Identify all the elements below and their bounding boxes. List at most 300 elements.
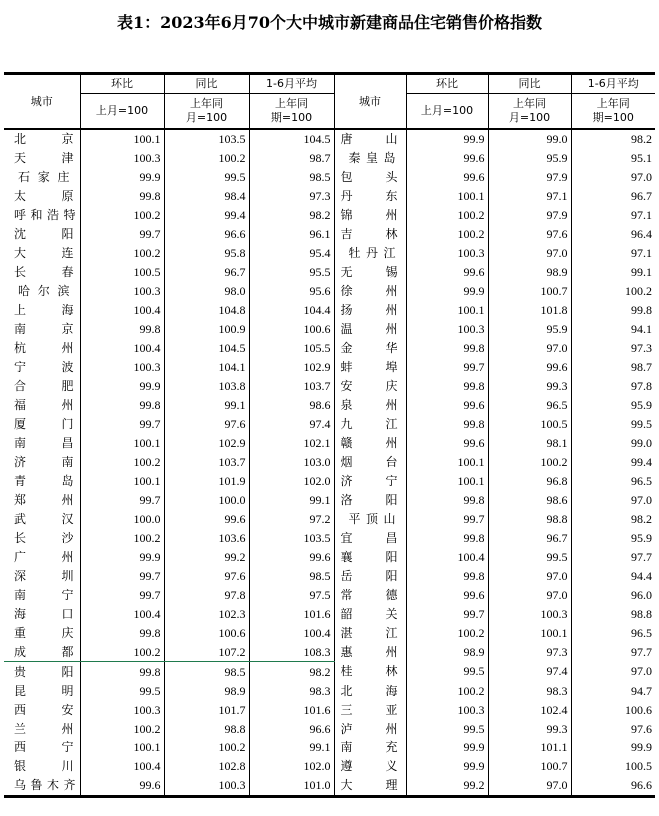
avg-value-right: 100.5 [571,757,655,776]
city-name-left: 兰州 [14,721,74,736]
mom-value-left: 99.9 [80,168,164,187]
yoy-value-right: 100.7 [488,282,571,301]
city-name-right: 三亚 [334,700,406,719]
yoy-header-left: 同比 [164,74,249,94]
mom-value-right: 99.6 [406,396,488,415]
avg-header-left: 1-6月平均 [249,74,334,94]
mom-value-left: 100.1 [80,129,164,149]
yoy-value-left: 100.6 [164,623,249,642]
city-name-left: 福州 [14,398,74,413]
avg-value-left: 98.5 [249,168,334,187]
city-name-left: 南昌 [14,435,74,450]
city-name-right: 吉林 [334,225,406,244]
avg-value-left: 100.6 [249,320,334,339]
mom-value-right: 99.6 [406,585,488,604]
table-row [4,681,655,700]
city-name-right: 丹东 [334,187,406,206]
avg-value-left: 96.1 [249,225,334,244]
table-row [4,129,655,149]
city-name-left: 南京 [14,322,74,337]
city-name-right: 赣州 [334,434,406,453]
yoy-header-right: 同比 [488,74,571,94]
mom-value-right: 99.5 [406,719,488,738]
avg-value-right: 97.7 [571,547,655,566]
mom-value-right: 99.9 [406,757,488,776]
city-name-right: 常德 [334,585,406,604]
yoy-value-right: 99.3 [488,719,571,738]
avg-value-right: 97.8 [571,377,655,396]
mom-value-right: 100.1 [406,471,488,490]
city-name-left: 上海 [14,303,74,318]
yoy-value-left: 98.4 [164,187,249,206]
avg-value-right: 99.5 [571,415,655,434]
city-name-left: 长春 [14,265,74,280]
city-header-right: 城市 [334,74,406,130]
yoy-value-left: 103.8 [164,377,249,396]
mom-value-right: 99.9 [406,129,488,149]
mom-value-right: 100.1 [406,187,488,206]
mom-value-right: 100.3 [406,320,488,339]
yoy-value-left: 101.7 [164,700,249,719]
yoy-value-left: 97.6 [164,566,249,585]
table-row [4,377,655,396]
city-name-right: 岳阳 [334,566,406,585]
mom-value-right: 99.8 [406,528,488,547]
yoy-value-right: 98.6 [488,490,571,509]
avg-value-right: 99.1 [571,263,655,282]
table-row [4,282,655,301]
mom-value-left: 100.2 [80,719,164,738]
city-name-right: 遵义 [334,757,406,776]
mom-value-right: 100.1 [406,301,488,320]
mom-value-right: 99.6 [406,434,488,453]
avg-value-left: 103.0 [249,452,334,471]
city-name-left: 广州 [14,549,74,564]
yoy-value-left: 96.7 [164,263,249,282]
avg-value-right: 97.6 [571,719,655,738]
avg-value-left: 98.6 [249,396,334,415]
city-name-right: 蚌埠 [334,358,406,377]
city-name-right: 济宁 [334,471,406,490]
yoy-value-right: 100.1 [488,623,571,642]
yoy-value-right: 97.0 [488,244,571,263]
mom-value-left: 100.3 [80,700,164,719]
mom-value-left: 100.4 [80,339,164,358]
avg-value-left: 97.2 [249,509,334,528]
table-title: 表1：2023年6月70个大中城市新建商品住宅销售价格指数 [116,13,543,32]
table-row [4,339,655,358]
yoy-value-right: 97.9 [488,168,571,187]
table-row [4,623,655,642]
avg-value-left: 101.6 [249,604,334,623]
table-row [4,662,655,681]
table-row [4,642,655,661]
city-name-left: 昆明 [14,683,74,698]
mom-value-left: 99.8 [80,320,164,339]
city-name-right: 北海 [334,681,406,700]
avg-value-right: 96.5 [571,471,655,490]
yoy-value-left: 102.9 [164,434,249,453]
city-name-left: 西宁 [14,740,74,755]
avg-value-left: 97.3 [249,187,334,206]
mom-value-left: 100.2 [80,528,164,547]
city-name-left: 合肥 [14,379,74,394]
avg-value-left: 98.7 [249,149,334,168]
yoy-value-right: 101.1 [488,738,571,757]
yoy-value-left: 99.6 [164,509,249,528]
yoy-value-right: 97.0 [488,776,571,796]
avg-value-right: 97.0 [571,662,655,681]
mom-value-left: 100.2 [80,206,164,225]
yoy-value-right: 96.8 [488,471,571,490]
city-name-left: 乌鲁木齐 [4,776,80,796]
mom-value-left: 100.3 [80,358,164,377]
city-name-left: 西安 [14,702,74,717]
price-index-table [4,72,655,798]
yoy-value-right: 100.2 [488,452,571,471]
table-row [4,776,655,796]
table-row [4,320,655,339]
yoy-value-left: 98.9 [164,681,249,700]
mom-value-right: 99.8 [406,339,488,358]
yoy-value-left: 107.2 [164,642,249,661]
avg-value-right: 99.9 [571,738,655,757]
table-row [4,168,655,187]
avg-value-left: 104.5 [249,129,334,149]
mom-value-right: 100.3 [406,244,488,263]
city-name-left: 沈阳 [14,227,74,242]
yoy-value-left: 102.3 [164,604,249,623]
city-name-left: 天津 [14,151,74,166]
avg-value-right: 99.0 [571,434,655,453]
avg-value-left: 102.0 [249,757,334,776]
yoy-value-right: 97.0 [488,339,571,358]
avg-value-left: 103.5 [249,528,334,547]
yoy-value-left: 98.8 [164,719,249,738]
table-row [4,509,655,528]
mom-value-right: 98.9 [406,642,488,661]
yoy-value-right: 98.1 [488,434,571,453]
avg-value-right: 96.5 [571,623,655,642]
yoy-value-left: 100.0 [164,490,249,509]
table-row [4,471,655,490]
mom-value-left: 100.3 [80,282,164,301]
mom-value-right: 100.2 [406,225,488,244]
city-name-left: 青岛 [14,473,74,488]
city-name-left: 厦门 [14,417,74,432]
avg-value-right: 96.7 [571,187,655,206]
avg-value-left: 99.6 [249,547,334,566]
mom-value-left: 99.9 [80,547,164,566]
yoy-value-right: 97.4 [488,662,571,681]
mom-value-right: 100.1 [406,452,488,471]
mom-value-left: 100.1 [80,434,164,453]
mom-value-left: 99.7 [80,415,164,434]
city-name-right: 南充 [334,738,406,757]
table-row [4,719,655,738]
mom-value-left: 99.7 [80,225,164,244]
avg-value-right: 97.0 [571,168,655,187]
mom-value-right: 100.2 [406,623,488,642]
city-name-left: 南宁 [14,587,74,602]
mom-value-left: 100.0 [80,509,164,528]
yoy-value-right: 99.5 [488,547,571,566]
avg-value-right: 94.1 [571,320,655,339]
mom-value-left: 99.6 [80,776,164,796]
table-row [4,415,655,434]
yoy-value-left: 100.2 [164,738,249,757]
city-name-left: 深圳 [14,568,74,583]
table-row [4,528,655,547]
city-name-left: 杭州 [14,341,74,356]
city-name-right: 襄阳 [334,547,406,566]
avg-value-left: 96.6 [249,719,334,738]
yoy-value-right: 98.8 [488,509,571,528]
yoy-value-left: 99.2 [164,547,249,566]
table-row [4,187,655,206]
yoy-value-right: 101.8 [488,301,571,320]
table-row [4,244,655,263]
avg-value-left: 98.5 [249,566,334,585]
avg-value-right: 94.7 [571,681,655,700]
avg-value-left: 103.7 [249,377,334,396]
city-name-right: 泸州 [334,719,406,738]
avg-value-left: 104.4 [249,301,334,320]
table-row [4,604,655,623]
mom-value-right: 99.8 [406,566,488,585]
city-name-left: 海口 [14,606,74,621]
mom-value-left: 100.5 [80,263,164,282]
yoy-value-left: 98.5 [164,662,249,681]
yoy-value-right: 97.9 [488,206,571,225]
city-name-left: 银川 [14,759,74,774]
mom-header-left: 环比 [80,74,164,94]
mom-value-right: 99.7 [406,604,488,623]
mom-value-right: 99.8 [406,490,488,509]
avg-value-right: 97.1 [571,206,655,225]
avg-value-right: 95.9 [571,396,655,415]
city-name-left: 济南 [14,454,74,469]
city-name-right: 牡丹江 [334,244,406,263]
mom-value-left: 100.4 [80,301,164,320]
mom-value-left: 99.7 [80,566,164,585]
table-row [4,566,655,585]
yoy-value-right: 100.5 [488,415,571,434]
avg-value-right: 97.1 [571,244,655,263]
table-row [4,434,655,453]
city-name-right: 温州 [334,320,406,339]
table-row [4,396,655,415]
city-name-right: 金华 [334,339,406,358]
mom-value-left: 99.8 [80,623,164,642]
table-row [4,585,655,604]
mom-value-left: 100.4 [80,604,164,623]
avg-value-left: 101.6 [249,700,334,719]
avg-value-left: 95.4 [249,244,334,263]
city-name-left: 石家庄 [18,170,70,185]
city-name-left: 北京 [14,132,74,147]
avg-value-left: 101.0 [249,776,334,796]
city-name-left: 长沙 [14,530,74,545]
yoy-value-left: 98.0 [164,282,249,301]
city-name-left: 贵阳 [14,664,74,679]
avg-value-right: 98.8 [571,604,655,623]
yoy-value-left: 103.7 [164,452,249,471]
yoy-value-right: 95.9 [488,149,571,168]
yoy-value-right: 100.7 [488,757,571,776]
yoy-value-right: 97.6 [488,225,571,244]
mom-value-right: 99.6 [406,263,488,282]
yoy-value-right: 96.5 [488,396,571,415]
mom-base-left: 上月=100 [80,94,164,130]
city-name-right: 唐山 [334,129,406,149]
avg-value-right: 96.4 [571,225,655,244]
avg-value-right: 99.4 [571,452,655,471]
table-row [4,301,655,320]
avg-value-left: 99.1 [249,738,334,757]
avg-value-left: 98.3 [249,681,334,700]
yoy-value-left: 100.2 [164,149,249,168]
mom-base-right: 上月=100 [406,94,488,130]
avg-value-right: 100.6 [571,700,655,719]
city-name-right: 秦皇岛 [334,149,406,168]
yoy-base-left: 上年同 月=100 [164,94,249,130]
mom-value-right: 99.9 [406,738,488,757]
avg-value-left: 97.4 [249,415,334,434]
avg-value-right: 98.2 [571,509,655,528]
yoy-value-left: 104.8 [164,301,249,320]
yoy-value-left: 95.8 [164,244,249,263]
mom-value-right: 99.8 [406,415,488,434]
mom-value-right: 99.2 [406,776,488,796]
avg-value-right: 98.7 [571,358,655,377]
avg-value-right: 94.4 [571,566,655,585]
table-row [4,452,655,471]
city-name-right: 泉州 [334,396,406,415]
mom-value-left: 99.7 [80,490,164,509]
yoy-value-right: 99.0 [488,129,571,149]
city-name-left: 重庆 [14,625,74,640]
city-name-left: 哈尔滨 [18,284,70,299]
city-name-right: 安庆 [334,377,406,396]
mom-value-left: 99.5 [80,681,164,700]
mom-value-left: 99.7 [80,585,164,604]
city-name-left: 宁波 [14,360,74,375]
table-row [4,700,655,719]
table-body [4,129,655,796]
yoy-value-right: 96.7 [488,528,571,547]
avg-value-right: 97.7 [571,642,655,661]
table-row [4,225,655,244]
city-name-right: 锦州 [334,206,406,225]
mom-value-right: 99.6 [406,168,488,187]
table-row [4,358,655,377]
yoy-value-left: 99.4 [164,206,249,225]
yoy-value-right: 102.4 [488,700,571,719]
mom-value-left: 100.4 [80,757,164,776]
table-row [4,263,655,282]
mom-value-left: 99.8 [80,662,164,681]
city-name-left: 武汉 [14,511,74,526]
avg-value-left: 97.5 [249,585,334,604]
mom-value-right: 99.7 [406,358,488,377]
yoy-base-right: 上年同 月=100 [488,94,571,130]
table-row [4,490,655,509]
city-name-right: 扬州 [334,301,406,320]
avg-value-left: 98.2 [249,206,334,225]
mom-value-left: 100.2 [80,244,164,263]
mom-value-right: 99.6 [406,149,488,168]
yoy-value-right: 98.3 [488,681,571,700]
avg-value-left: 95.6 [249,282,334,301]
table-row [4,206,655,225]
mom-value-left: 100.2 [80,452,164,471]
yoy-value-left: 96.6 [164,225,249,244]
table-row [4,757,655,776]
mom-value-right: 100.4 [406,547,488,566]
city-name-left: 太原 [14,189,74,204]
yoy-value-left: 99.1 [164,396,249,415]
city-name-right: 无锡 [334,263,406,282]
avg-value-left: 100.4 [249,623,334,642]
yoy-value-left: 104.5 [164,339,249,358]
avg-value-right: 97.0 [571,490,655,509]
yoy-value-left: 103.5 [164,129,249,149]
yoy-value-right: 97.3 [488,642,571,661]
yoy-value-right: 95.9 [488,320,571,339]
city-name-right: 韶关 [334,604,406,623]
city-name-right: 湛江 [334,623,406,642]
yoy-value-left: 100.3 [164,776,249,796]
avg-value-left: 95.5 [249,263,334,282]
avg-value-right: 95.1 [571,149,655,168]
mom-value-left: 100.1 [80,471,164,490]
avg-value-right: 97.3 [571,339,655,358]
yoy-value-left: 99.5 [164,168,249,187]
avg-value-right: 96.6 [571,776,655,796]
yoy-value-left: 101.9 [164,471,249,490]
mom-value-left: 99.8 [80,187,164,206]
yoy-value-right: 99.3 [488,377,571,396]
city-name-right: 平顶山 [334,509,406,528]
avg-value-right: 99.8 [571,301,655,320]
avg-header-right: 1-6月平均 [571,74,655,94]
yoy-value-right: 97.0 [488,585,571,604]
mom-value-left: 99.8 [80,396,164,415]
avg-value-right: 98.2 [571,129,655,149]
mom-header-right: 环比 [406,74,488,94]
table-row [4,149,655,168]
avg-value-left: 102.9 [249,358,334,377]
yoy-value-right: 100.3 [488,604,571,623]
avg-value-left: 102.0 [249,471,334,490]
yoy-value-right: 98.9 [488,263,571,282]
yoy-value-left: 103.6 [164,528,249,547]
avg-base-left: 上年同 期=100 [249,94,334,130]
yoy-value-left: 100.9 [164,320,249,339]
mom-value-left: 99.9 [80,377,164,396]
city-name-right: 九江 [334,415,406,434]
yoy-value-right: 99.6 [488,358,571,377]
avg-value-left: 105.5 [249,339,334,358]
city-name-right: 烟台 [334,452,406,471]
yoy-value-left: 104.1 [164,358,249,377]
mom-value-right: 99.5 [406,662,488,681]
mom-value-left: 100.2 [80,642,164,661]
city-name-left: 大连 [14,246,74,261]
yoy-value-left: 97.6 [164,415,249,434]
city-name-right: 包头 [334,168,406,187]
